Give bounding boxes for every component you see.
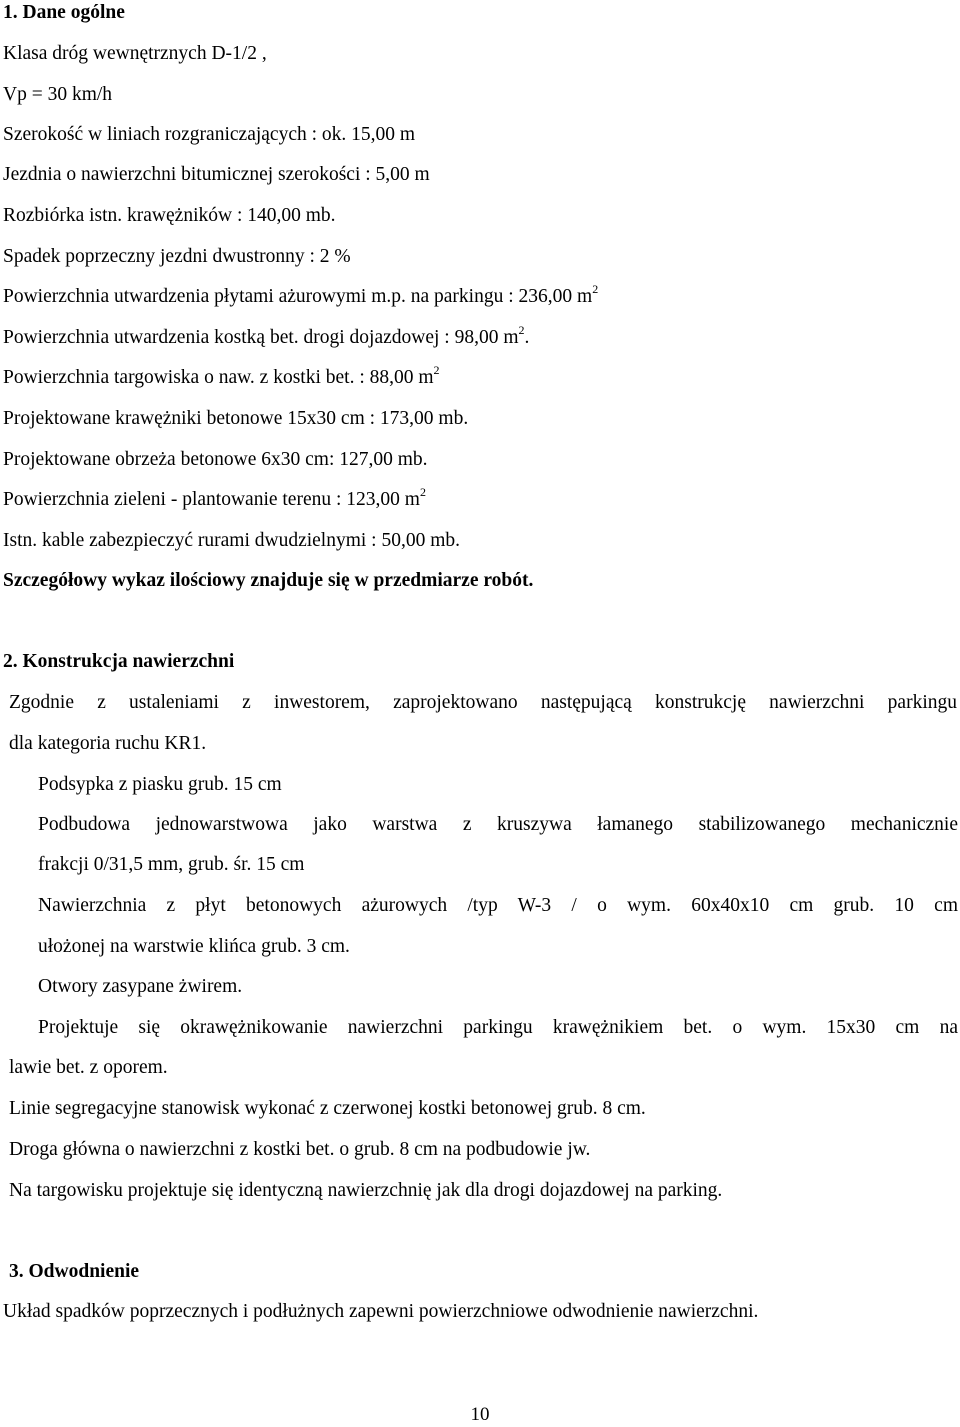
- krawezniki-line: Projektowane krawężniki betonowe 15x30 cm : 173,00 mb.: [3, 408, 469, 429]
- okrawez-line-2: lawie bet. z oporem.: [9, 1057, 168, 1078]
- section1-heading: 1. Dane ogólne: [3, 2, 125, 23]
- intro-line-2: dla kategoria ruchu KR1.: [9, 733, 207, 754]
- kostka-text: Powierzchnia utwardzenia kostką bet. drogi dojazdowej : 98,00 m: [3, 327, 519, 348]
- vp-line: Vp = 30 km/h: [3, 84, 113, 105]
- zieleni-text: Powierzchnia zieleni - plantowanie terenu : 123,00 m: [3, 489, 420, 510]
- spadek-line: Spadek poprzeczny jezdni dwustronny : 2 %: [3, 246, 351, 267]
- targowiska-line: [3, 363, 440, 390]
- zieleni-sup: 2: [419, 485, 426, 499]
- podbudowa-line-1: Podbudowa jednowarstwowa jako warstwa z kruszywa łamanego stabilizowanego mechanicznie: [38, 814, 958, 835]
- targowiska-text: Powierzchnia targowiska o naw. z kostki bet. : 88,00 m: [3, 367, 434, 388]
- szerokosc-line: Szerokość w liniach rozgraniczających : ok. 15,00 m: [3, 124, 416, 145]
- intro-line-1: Zgodnie z ustaleniami z inwestorem, zaprojektowano następującą konstrukcję nawierzchni parkingu: [9, 692, 957, 713]
- linie-line: Linie segregacyjne stanowisk wykonać z czerwonej kostki betonowej grub. 8 cm.: [9, 1098, 646, 1119]
- podsypka-line: Podsypka z piasku grub. 15 cm: [38, 774, 282, 795]
- page-number: 10: [470, 1404, 490, 1425]
- zieleni-line: [3, 485, 426, 512]
- section3-heading: 3. Odwodnienie: [9, 1261, 140, 1282]
- section2-heading: 2. Konstrukcja nawierzchni: [3, 651, 235, 672]
- rozbiorka-line: Rozbiórka istn. krawężników : 140,00 mb.: [3, 205, 336, 226]
- targowiska-sup: 2: [433, 363, 440, 377]
- nawierzchnia-line-1: Nawierzchnia z płyt betonowych ażurowych /typ W-3 / o wym. 60x40x10 cm grub. 10 cm: [38, 895, 958, 916]
- obrzeza-line: Projektowane obrzeża betonowe 6x30 cm: 127,00 mb.: [3, 449, 428, 470]
- plytami-text: Powierzchnia utwardzenia płytami ażurowymi m.p. na parkingu : 236,00 m: [3, 286, 593, 307]
- wykaz-line: Szczegółowy wykaz ilościowy znajduje się w przedmiarze robót.: [3, 570, 534, 591]
- podbudowa-line-2: frakcji 0/31,5 mm, grub. śr. 15 cm: [38, 854, 305, 875]
- plytami-sup: 2: [592, 282, 599, 296]
- uklad-line: Układ spadków poprzecznych i podłużnych zapewni powierzchniowe odwodnienie nawierzchni.: [3, 1301, 759, 1322]
- kable-line: Istn. kable zabezpieczyć rurami dwudzielnymi : 50,00 mb.: [3, 530, 461, 551]
- otwory-line: Otwory zasypane żwirem.: [38, 976, 243, 997]
- klasa-line: Klasa dróg wewnętrznych D-1/2 ,: [3, 43, 267, 64]
- targowisku-line: Na targowisku projektuje się identyczną nawierzchnię jak dla drogi dojazdowej na parking.: [9, 1180, 723, 1201]
- okrawez-line-1: Projektuje się okrawężnikowanie nawierzchni parkingu krawężnikiem bet. o wym. 15x30 cm na: [38, 1017, 958, 1038]
- droga-line: Droga główna o nawierzchni z kostki bet. o grub. 8 cm na podbudowie jw.: [9, 1139, 591, 1160]
- plytami-line: [3, 282, 599, 309]
- nawierzchnia-line-2: ułożonej na warstwie klińca grub. 3 cm.: [38, 936, 350, 957]
- kostka-tail: .: [524, 327, 530, 348]
- kostka-sup: 2: [518, 323, 525, 337]
- jezdnia-line: Jezdnia o nawierzchni bitumicznej szerokości : 5,00 m: [3, 164, 430, 185]
- kostka-line: [3, 323, 530, 350]
